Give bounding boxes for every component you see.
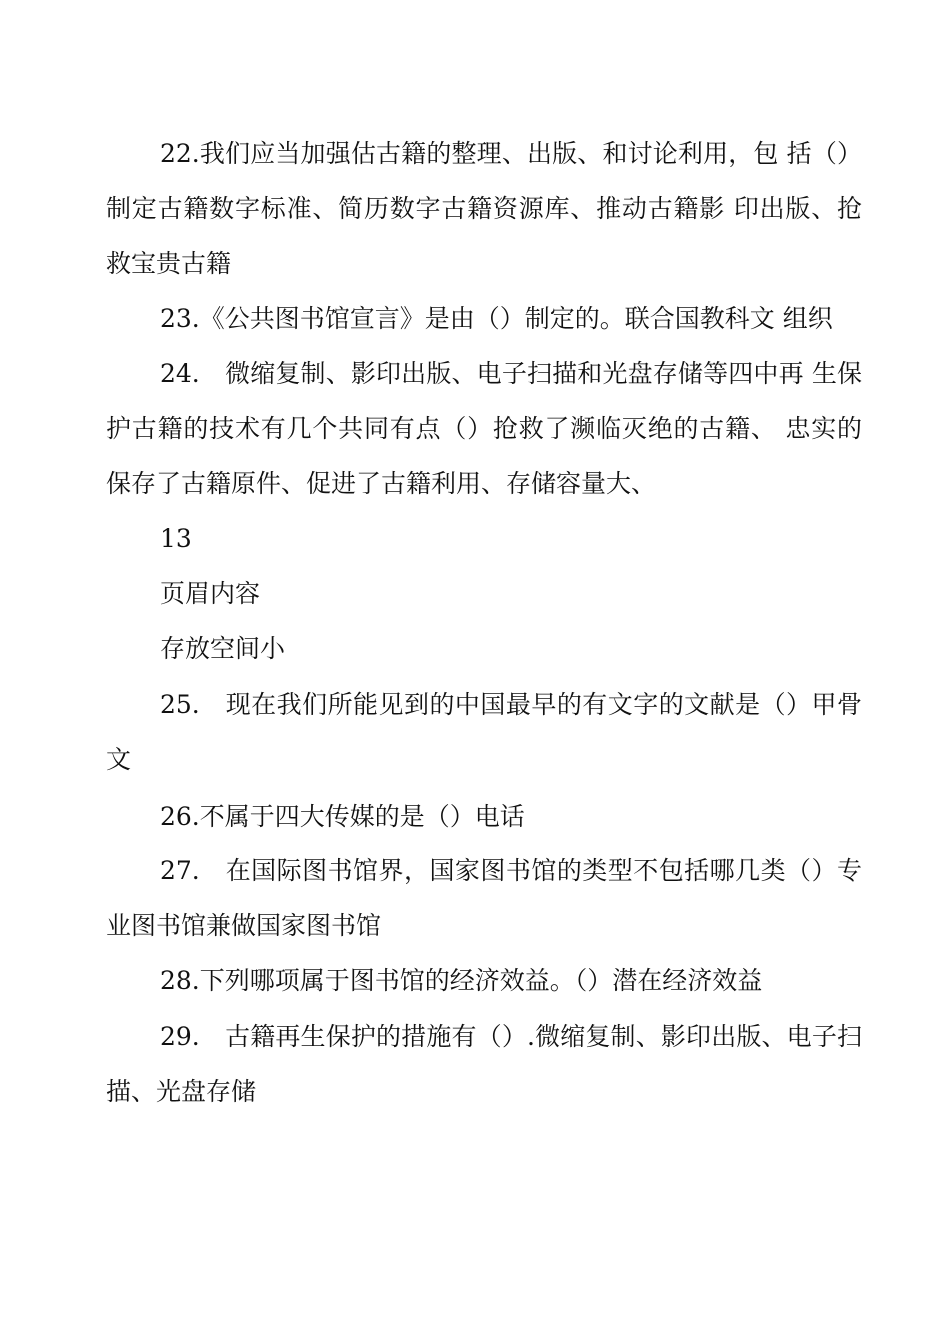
question-22: 22.我们应当加强估古籍的整理、出版、和讨论利用，包 括（）制定古籍数字标准、简历数字古籍资源库、推动古籍影 印出版、抢救宝贵古籍 [106,139,862,278]
question-25: 25. 现在我们所能见到的中国最早的有文字的文献是（）甲骨文 [106,690,862,774]
page-number: 13 [160,524,192,553]
question-24: 24. 微缩复制、影印出版、电子扫描和光盘存储等四中再 生保护古籍的技术有几个共同有点（）抢救了濒临灭绝的古籍、 忠实的保存了古籍原件、促进了古籍利用、存储容量大、 [106,359,862,498]
question-29: 29. 古籍再生保护的措施有（）.微缩复制、影印出版、电子扫描、光盘存储 [106,1022,862,1106]
question-28: 28.下列哪项属于图书馆的经济效益。（）潜在经济效益 [160,966,763,995]
header-content: 页眉内容 [160,579,261,608]
question-24-continuation: 存放空间小 [160,634,286,663]
question-23: 23.《公共图书馆宣言》是由（）制定的。联合国教科文 组织 [160,304,833,333]
question-26: 26.不属于四大传媒的是（）电话 [160,802,525,831]
question-27: 27. 在国际图书馆界，国家图书馆的类型不包括哪几类（）专业图书馆兼做国家图书馆 [106,856,862,940]
